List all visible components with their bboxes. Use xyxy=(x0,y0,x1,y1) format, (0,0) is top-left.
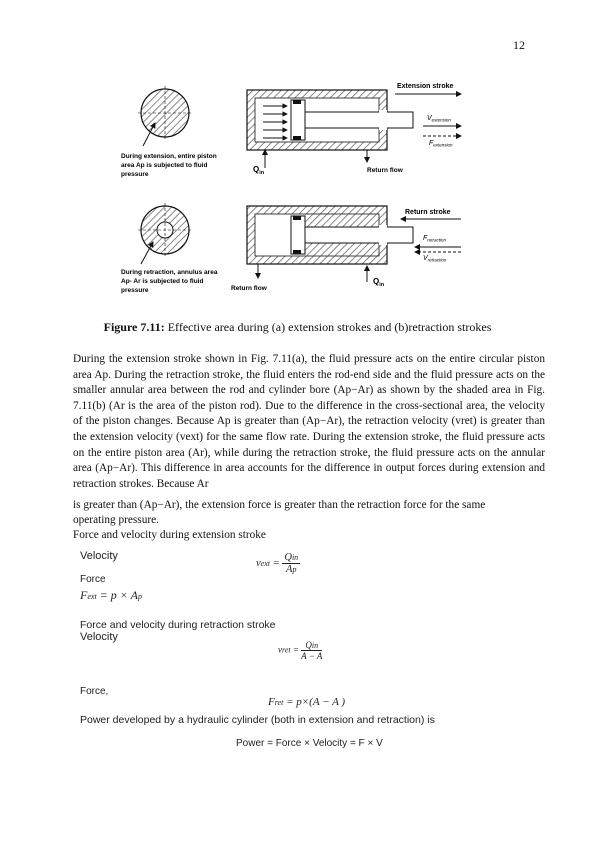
page-number: 12 xyxy=(513,38,525,52)
q-in-bottom: $Q_{in}$ xyxy=(373,277,385,288)
f-extension-label: $F_{extension}$ xyxy=(429,140,453,148)
f-retraction-label: $F_{retraction}$ xyxy=(423,235,447,243)
return-stroke-label: Return stroke xyxy=(405,209,451,216)
v-retraction-label: $V_{retraction}$ xyxy=(423,255,447,263)
equation-block xyxy=(78,540,498,760)
velocity-ext-label: Velocity xyxy=(80,550,118,562)
retraction-area-diagram xyxy=(121,203,218,294)
paragraph-2-line-1: is greater than (Ap−Ar), the extension force is greater than the retraction force for the same xyxy=(73,499,486,511)
q-in-top: $Q_{in}$ xyxy=(253,165,265,176)
return-flow-top: Return flow xyxy=(367,167,403,174)
vext-equation: vext = Qin Ap xyxy=(256,552,299,575)
figure-7-11 xyxy=(105,68,545,308)
force-ext-label: Force xyxy=(80,574,106,585)
power-equation: Power = Force × Velocity = F × V xyxy=(236,738,383,749)
velocity-ret-label: Velocity xyxy=(80,631,118,643)
body-paragraph-1: During the extension stroke shown in Fig. 7.11(a), the fluid pressure acts on the entire circular piston area Ap. During the retraction stroke, the fluid enters the rod-end side and the fluid pressure acts on the smaller annular area between the rod and cylinder bore (Ap−Ar) as shown by the shaded area in Fig. 7.11(b) (Ar is the area of the piston rod). Due to the difference in the cross-sectional area, the velocity of the piston changes. Because Ap is greater than (Ap−Ar), the retraction velocity (vret) is greater than the extension velocity (vext) for the same flow rate. During the extension stroke, the fluid pressure acts on the entire piston area (Ar), while during the retraction stroke, the fluid pressure acts on the annular area (Ap−Ar). This difference in area accounts for the difference in output forces during extension and retraction strokes. Because Ar xyxy=(73,353,545,490)
fext-equation: Fext = p × Ap xyxy=(80,588,142,602)
force-ret-label: Force, xyxy=(80,686,109,697)
body-paragraph-2 xyxy=(73,498,545,543)
paragraph-2-line-3: Force and velocity during extension stroke xyxy=(73,529,266,541)
v-extension-label: $V_{extension}$ xyxy=(427,115,451,123)
ext-area-label-1: During extension, entire piston xyxy=(121,153,217,160)
ext-area-label-3: pressure xyxy=(121,171,149,178)
vret-equation: vret = Qin A − A xyxy=(278,640,323,661)
power-text: Power developed by a hydraulic cylinder (both in extension and retraction) is xyxy=(80,714,435,726)
fret-equation: Fret = p×(A − A ) xyxy=(268,696,346,708)
ret-area-label-1: During retraction, annulus area xyxy=(121,269,218,276)
ret-area-label-3: pressure xyxy=(121,287,149,294)
retraction-cylinder xyxy=(231,206,461,292)
extension-cylinder xyxy=(247,83,461,176)
ret-area-label-2: Ap- Ar is subjected to fluid xyxy=(121,278,204,285)
ext-area-label-2: area Ap is subjected to fluid xyxy=(121,162,208,169)
figure-caption xyxy=(0,320,595,335)
retraction-heading: Force and velocity during retraction stroke xyxy=(80,619,276,631)
figure-caption-label: Figure 7.11: xyxy=(103,320,165,334)
paragraph-2-line-2: operating pressure. xyxy=(73,514,159,526)
extension-stroke-label: Extension stroke xyxy=(397,83,454,90)
extension-area-diagram xyxy=(121,86,217,178)
return-flow-bottom: Return flow xyxy=(231,285,267,292)
figure-caption-text: Effective area during (a) extension strokes and (b)retraction strokes xyxy=(164,320,492,334)
